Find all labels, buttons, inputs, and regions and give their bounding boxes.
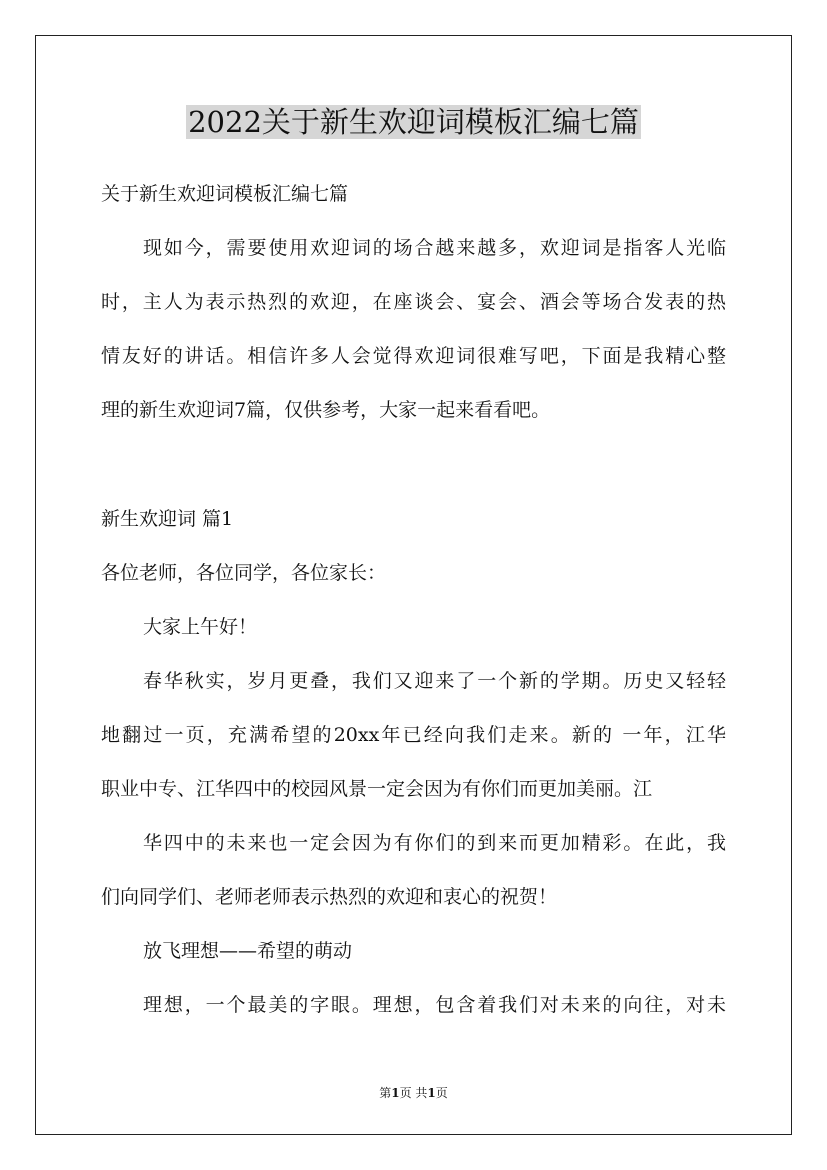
page-total-number: 1 (427, 1086, 436, 1100)
section-heading: 新生欢迎词 篇1 (101, 508, 234, 530)
document-title-text: 2022关于新生欢迎词模板汇编七篇 (188, 105, 639, 139)
intro-line-1: 现如今，需要使用欢迎词的场合越来越多，欢迎词是指客人光临 (143, 237, 726, 259)
page-footer-prefix: 第 (379, 1086, 392, 1100)
paragraph-2-line-2: 们向同学们、老师老师表示热烈的欢迎和衷心的祝贺！ (101, 886, 558, 908)
paragraph-1-line-1: 春华秋实，岁月更叠，我们又迎来了一个新的学期。历史又轻轻 (143, 670, 726, 692)
paragraph-2-line-1: 华四中的未来也一定会因为有你们的到来而更加精彩。在此，我 (143, 832, 726, 854)
page-current-number: 1 (391, 1086, 400, 1100)
intro-line-2: 时，主人为表示热烈的欢迎，在座谈会、宴会、酒会等场合发表的热 (101, 291, 726, 313)
salutation: 各位老师，各位同学，各位家长： (101, 562, 387, 584)
subtitle: 关于新生欢迎词模板汇编七篇 (101, 183, 349, 205)
paragraph-1-line-3: 职业中专、江华四中的校园风景一定会因为有你们而更加美丽。江 (101, 778, 653, 800)
greeting: 大家上午好！ (143, 616, 258, 638)
document-title (0, 100, 827, 144)
paragraph-3-line-1: 理想，一个最美的字眼。理想，包含着我们对未来的向往，对未 (143, 994, 726, 1016)
paragraph-1-line-2: 地翻过一页，充满希望的20xx年已经向我们走来。新的 一年，江华 (101, 724, 726, 746)
page-footer-suffix: 页 (435, 1086, 448, 1100)
intro-line-3: 情友好的讲话。相信许多人会觉得欢迎词很难写吧，下面是我精心整 (101, 345, 726, 367)
intro-line-4: 理的新生欢迎词7篇，仅供参考，大家一起来看看吧。 (101, 399, 551, 421)
page-footer-mid: 页 共 (399, 1086, 428, 1100)
subheading: 放飞理想——希望的萌动 (143, 940, 353, 962)
page-footer (0, 1085, 827, 1101)
